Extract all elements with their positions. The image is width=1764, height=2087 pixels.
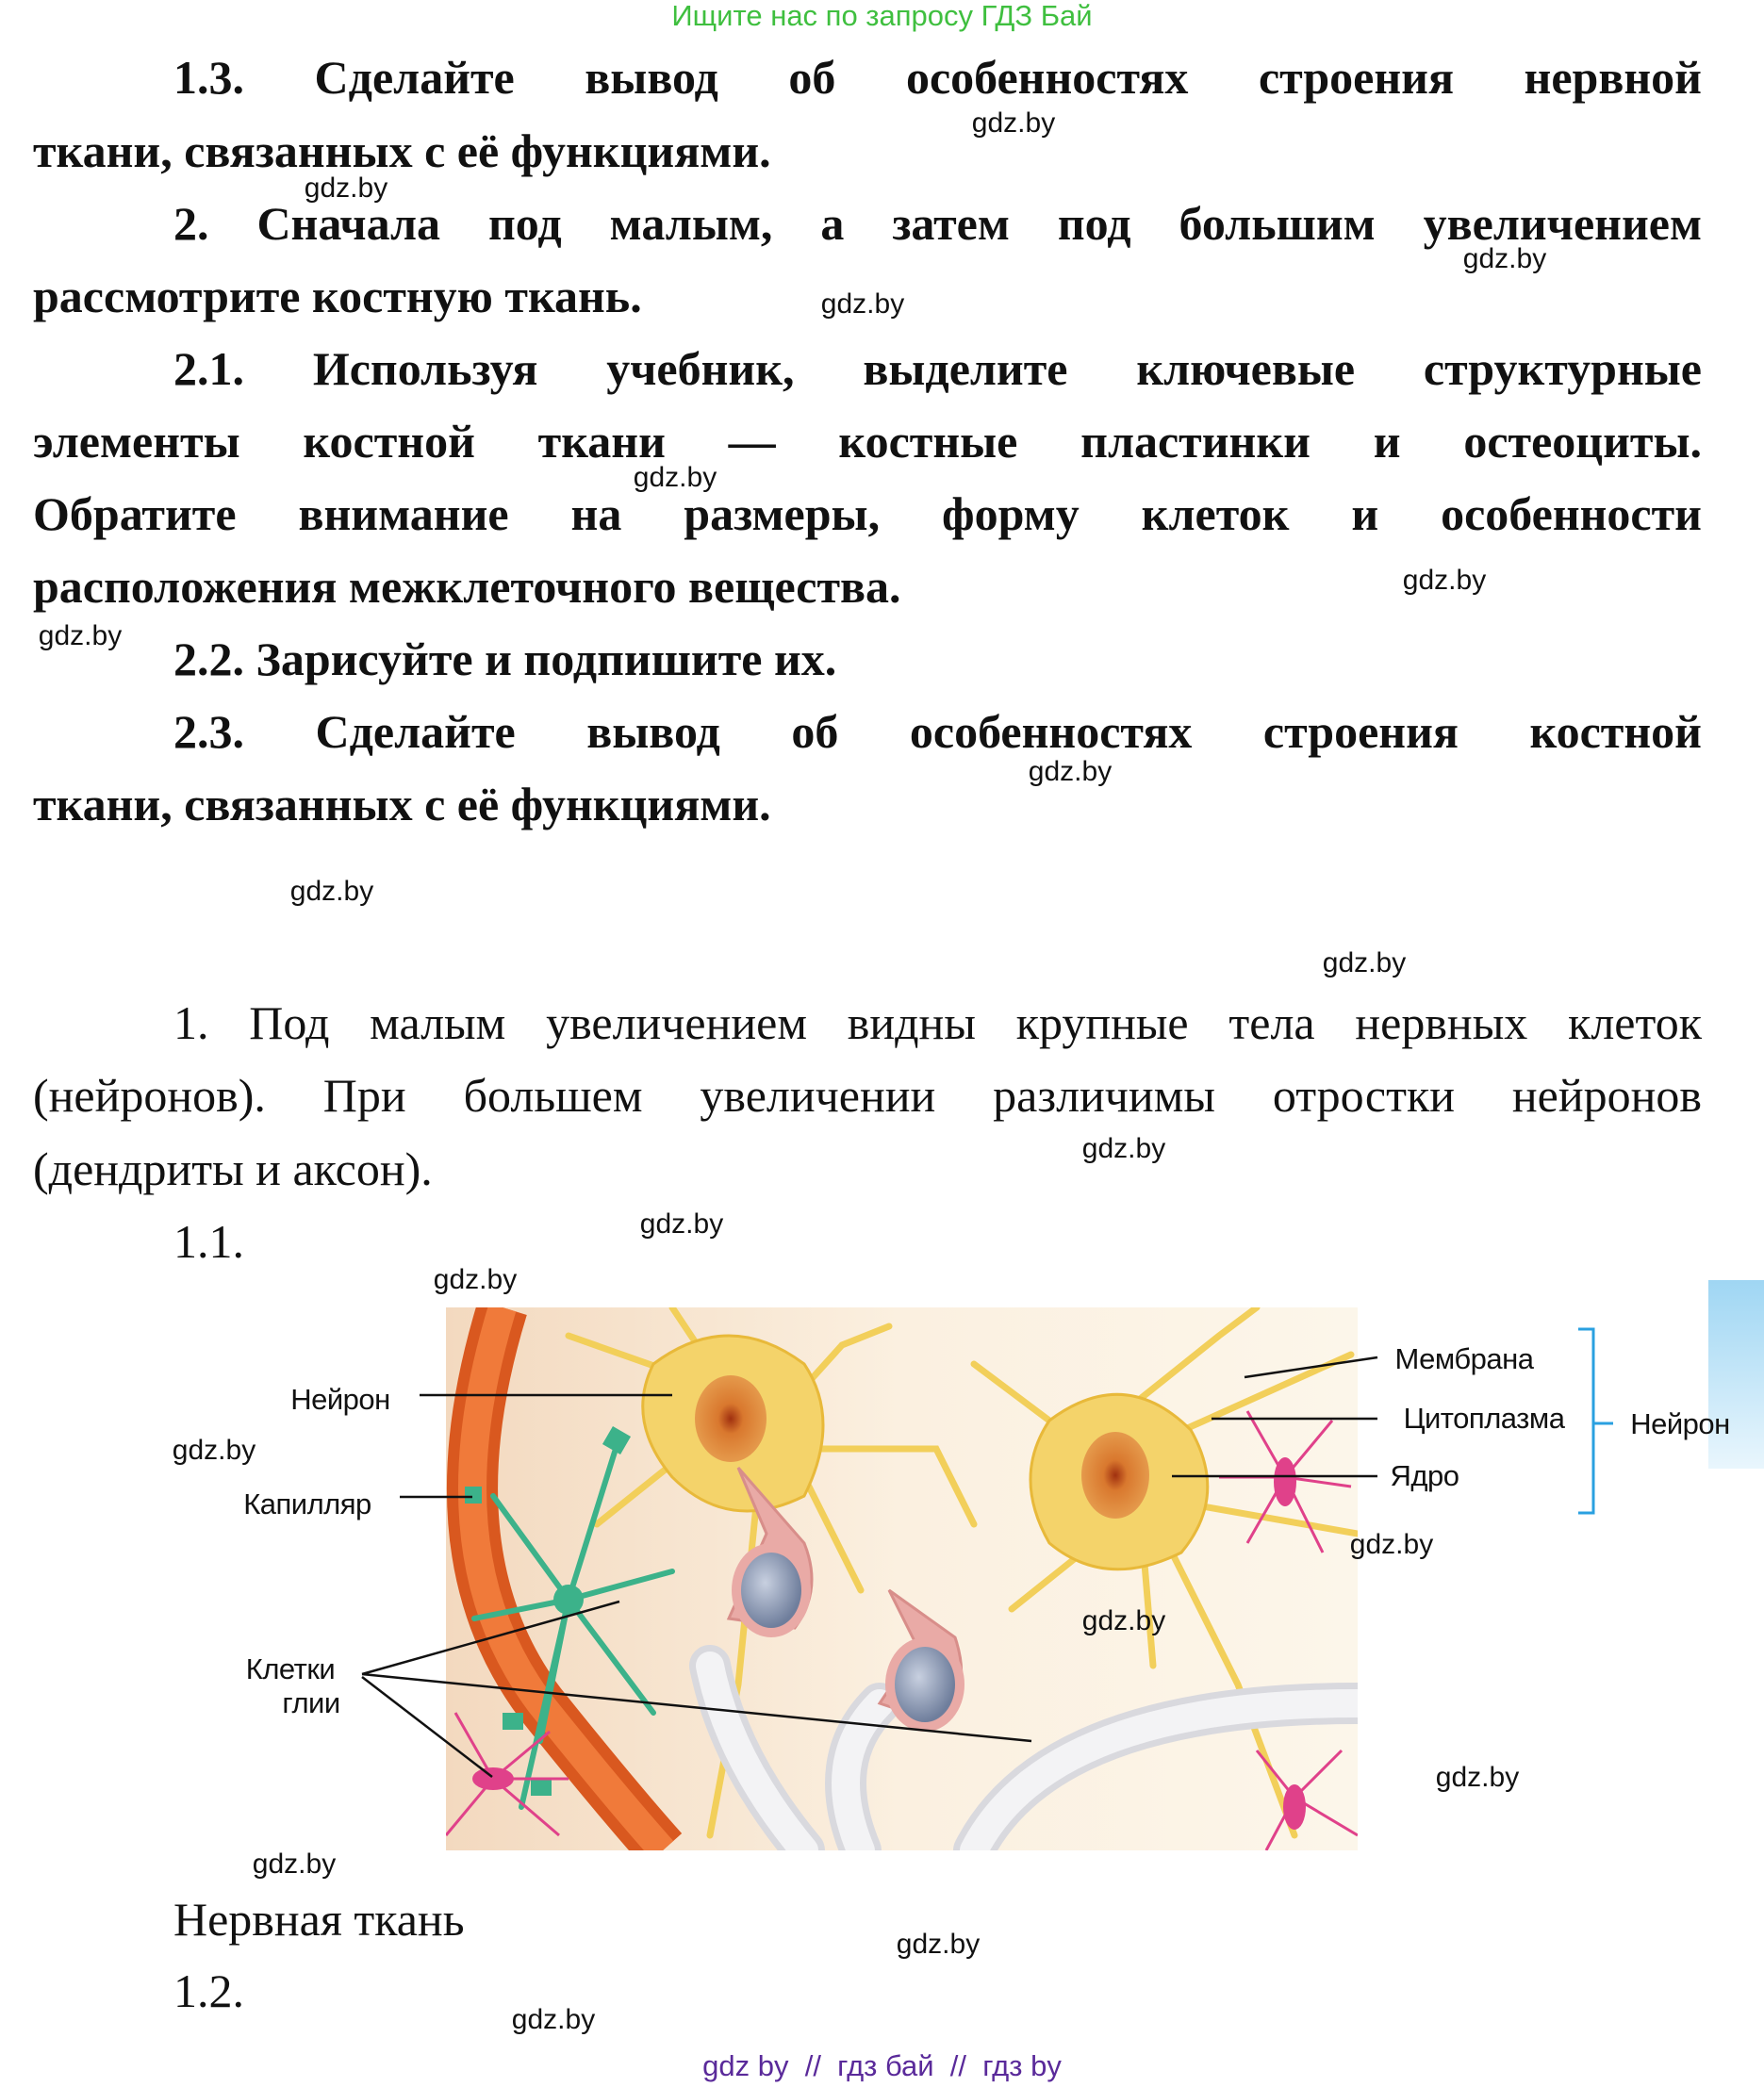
watermark: gdz.by bbox=[1402, 565, 1487, 596]
item-number: 1.2. bbox=[173, 1964, 244, 2017]
watermark: gdz.by bbox=[971, 107, 1056, 139]
task-line: ткани, связанных с её функциями. bbox=[33, 778, 771, 830]
watermark: gdz.by bbox=[1349, 1529, 1434, 1560]
task-line: расположения межклеточного вещества. bbox=[33, 560, 901, 613]
watermark: gdz.by bbox=[172, 1435, 256, 1466]
label-membrane: Мембрана bbox=[1394, 1342, 1534, 1375]
task-line: 2.3. Сделайте вывод об особенностях строения костной bbox=[173, 705, 1702, 758]
task-line: Обратите внимание на размеры, форму клеток и особенности bbox=[33, 487, 1702, 540]
label-glia-line1: Клетки bbox=[245, 1652, 336, 1685]
answer-line: (нейронов). При большем увеличении различимы отростки нейронов bbox=[33, 1069, 1702, 1122]
figure-caption: Нервная ткань bbox=[173, 1893, 465, 1946]
answer-line: 1. Под малым увеличением видны крупные тела нервных клеток bbox=[173, 996, 1702, 1049]
watermark: gdz.by bbox=[304, 173, 388, 204]
watermark: gdz.by bbox=[289, 876, 374, 907]
label-glia-line2: глии bbox=[282, 1686, 340, 1719]
task-line: ткани, связанных с её функциями. bbox=[33, 124, 771, 177]
task-line: рассмотрите костную ткань. bbox=[33, 270, 642, 322]
search-hint-banner: Ищите нас по запросу ГДЗ Бай bbox=[671, 0, 1093, 32]
watermark: gdz.by bbox=[38, 620, 123, 651]
watermark: gdz.by bbox=[1081, 1605, 1166, 1636]
footer-links[interactable]: gdz by // гдз бай // гдз by bbox=[702, 2049, 1062, 2082]
watermark: gdz.by bbox=[1435, 1762, 1520, 1793]
watermark: gdz.by bbox=[820, 288, 905, 320]
label-nucleus: Ядро bbox=[1390, 1459, 1459, 1492]
label-cytoplasm: Цитоплазма bbox=[1403, 1402, 1565, 1435]
label-neuron: Нейрон bbox=[290, 1383, 390, 1416]
answer-line: 1.1. bbox=[173, 1215, 244, 1268]
watermark: gdz.by bbox=[633, 462, 717, 493]
watermark: gdz.by bbox=[511, 2004, 596, 2035]
neuron-bracket bbox=[1578, 1329, 1613, 1513]
task-line: 2.2. Зарисуйте и подпишите их. bbox=[173, 633, 837, 685]
watermark: gdz.by bbox=[433, 1264, 518, 1295]
task-line: элементы костной ткани — костные пластинки и остеоциты. bbox=[33, 415, 1702, 468]
watermark: gdz.by bbox=[1081, 1133, 1166, 1164]
watermark: gdz.by bbox=[1028, 756, 1113, 787]
watermark: gdz.by bbox=[252, 1849, 337, 1880]
answer-line: (дендриты и аксон). bbox=[33, 1142, 433, 1195]
label-neuron-group: Нейрон bbox=[1630, 1407, 1730, 1440]
watermark: gdz.by bbox=[1462, 243, 1547, 274]
watermark: gdz.by bbox=[639, 1208, 724, 1240]
watermark: gdz.by bbox=[896, 1929, 981, 1960]
task-line: 2. Сначала под малым, а затем под большим увеличением bbox=[173, 197, 1702, 250]
watermark: gdz.by bbox=[1322, 947, 1407, 978]
task-line: 2.1. Используя учебник, выделите ключевые структурные bbox=[173, 342, 1702, 395]
task-line: 1.3. Сделайте вывод об особенностях строения нервной bbox=[173, 51, 1702, 104]
label-capillary: Капилляр bbox=[243, 1487, 371, 1520]
